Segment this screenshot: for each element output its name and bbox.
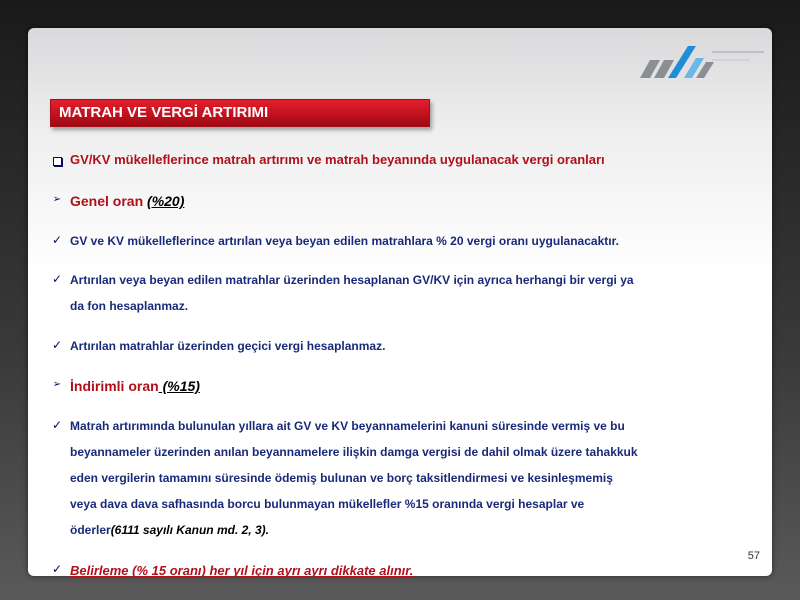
list-item-line: Artırılan veya beyan edilen matrahlar üzerinden hesaplanan GV/KV için ayrıca herhangi bir vergi ya [70, 273, 634, 287]
genel-oran-label: Genel oran [70, 193, 148, 209]
page-number: 57 [747, 550, 760, 562]
square-bullet-icon [50, 152, 64, 169]
list-item-text [70, 267, 760, 319]
list-item-text: GV/KV mükelleflerince matrah artırımı ve matrah beyanında uygulanacak vergi oranları [70, 152, 605, 167]
list-item-line: veya dava dava safhasında borcu bulunmayan mükellefler %15 oranında vergi hesaplar ve [70, 497, 585, 511]
list-item-text: Belirleme (% 15 oranı) her yıl için ayrı ayrı dikkate alınır. [70, 563, 414, 578]
law-reference: (6111 sayılı Kanun md. 2, 3). [110, 523, 269, 537]
list-item-text: GV ve KV mükelleflerince artırılan veya beyan edilen matrahlara % 20 vergi oranı uygulanacaktır. [70, 234, 619, 248]
list-item-line [70, 517, 760, 543]
slide-title: MATRAH VE VERGİ ARTIRIMI [59, 104, 269, 121]
list-item-line: eden vergilerin tamamını süresinde ödemiş bulunan ve borç taksitlendirmesi ve kesinleşmemiş [70, 471, 613, 485]
list-item-line: da fon hesaplanmaz. [70, 299, 189, 313]
list-item-text [70, 378, 760, 394]
list-item-text [70, 413, 760, 543]
list-item-text: Artırılan matrahlar üzerinden geçici vergi hesaplanmaz. [70, 339, 386, 353]
arrow-bullet-icon: ➢ [52, 379, 62, 390]
check-bullet-icon: ✓ [51, 562, 63, 576]
indirimli-oran-label: İndirimli oran [70, 378, 159, 394]
check-bullet-icon: ✓ [51, 418, 63, 432]
company-logo [640, 38, 770, 86]
list-item-text [70, 193, 760, 209]
list-item-line: Matrah artırımında bulunulan yıllara ait GV ve KV beyannamelerini kanuni süresinde vermiş ve bu [70, 419, 625, 433]
check-bullet-icon: ✓ [51, 233, 63, 247]
indirimli-oran-rate: (%15) [158, 378, 200, 394]
check-bullet-icon: ✓ [51, 338, 63, 352]
list-item-fragment: öderler [70, 523, 111, 537]
arrow-bullet-icon: ➢ [52, 194, 62, 205]
genel-oran-rate: (%20) [147, 193, 185, 209]
check-bullet-icon: ✓ [51, 272, 63, 286]
title-banner [50, 99, 430, 127]
slide [28, 28, 772, 576]
list-item-line: beyannameler üzerinden anılan beyannamelere ilişkin damga vergisi de dahil olmak üzere tahakkuk [70, 445, 638, 459]
